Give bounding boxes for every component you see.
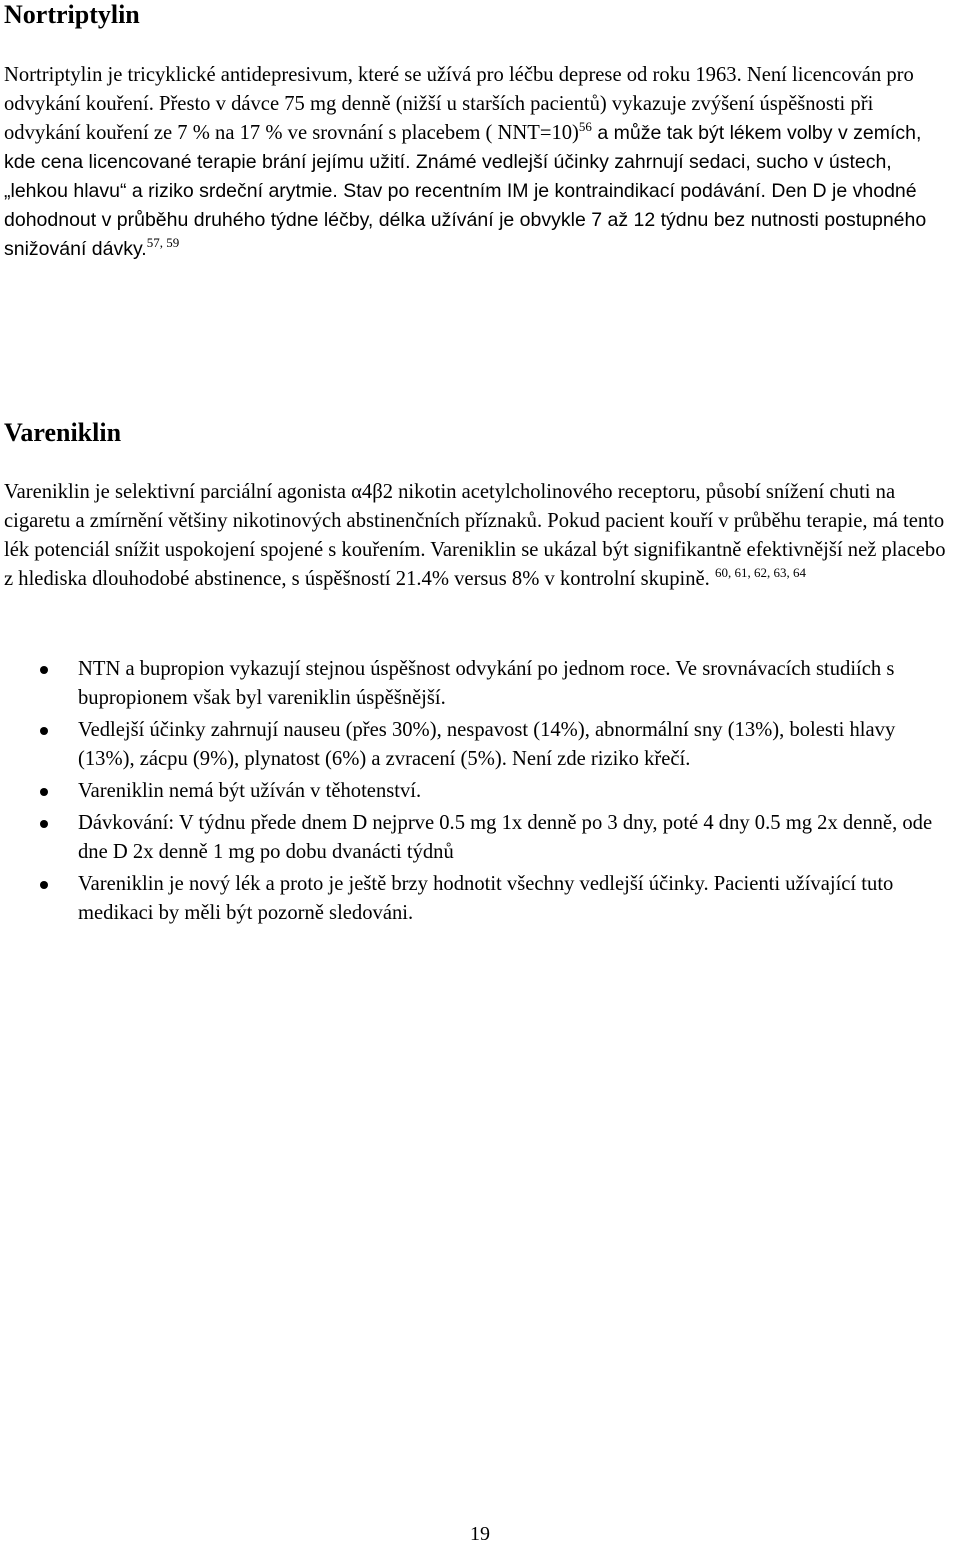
- bullet-icon: [40, 788, 48, 796]
- nortriptylin-paragraph: [4, 61, 954, 264]
- nortriptylin-text-b: a může tak být lékem volby v zemích, kde cena licencované terapie brání jejímu užití. Známé vedlejší účinky zahrnují sedaci, sucho v ústech, „lehkou hlavu“ a riziko srdeční arytmie. Stav po recentním IM je kontraindikací podávání. Den D je vhodné dohodnout v průběhu druhého týdne léčby, délka užívání je obvykle 7 až 12 týdnu bez nutnosti postupného snižování dávky.: [4, 122, 927, 260]
- list-item-text: Vedlejší účinky zahrnují nauseu (přes 30%), nespavost (14%), abnormální sny (13%), bolesti hlavy (13%), zácpu (9%), plynatost (6%) a zvracení (5%). Není zde riziko křečí.: [78, 719, 896, 770]
- bullet-icon: [40, 727, 48, 735]
- section-heading-vareniklin: Vareniklin: [4, 418, 122, 447]
- reference-superscript: 60, 61, 62, 63, 64: [714, 565, 806, 580]
- list-item: [0, 870, 956, 928]
- bullet-icon: [40, 666, 48, 674]
- page-number: 19: [470, 1523, 490, 1545]
- list-item-text: Dávkování: V týdnu přede dnem D nejprve 0.5 mg 1x denně po 3 dny, poté 4 dny 0.5 mg 2x denně, ode dne D 2x denně 1 mg po dobu dvanácti týdnů: [78, 812, 933, 863]
- bullet-icon: [40, 881, 48, 889]
- nortriptylin-text-a: Nortriptylin je tricyklické antidepresivum, které se užívá pro léčbu deprese od roku 1963. Není licencován pro odvykání kouření. Přesto v dávce 75 mg denně (nižší u starších pacientů) vykazuje zvýšení úspěšnosti při odvykání kouření ze 7 % na 17 % ve srovnání s placebem ( NNT=10): [4, 64, 914, 144]
- list-item: [0, 655, 956, 713]
- vareniklin-bullet-list: [0, 655, 956, 930]
- list-item-text: Vareniklin nemá být užíván v těhotenství.: [78, 780, 422, 802]
- list-item: [0, 809, 956, 867]
- vareniklin-text: Vareniklin je selektivní parciální agonista α4β2 nikotin acetylcholinového receptoru, působí snížení chuti na cigaretu a zmírnění většiny nikotinových abstinenčních příznaků. Pokud pacient kouří v průběhu terapie, má tento lék potenciál snížit uspokojení spojené s kouřením. Vareniklin se ukázal být signifikantně efektivnější než placebo z hlediska dlouhodobé abstinence, s úspěšností 21.4% versus 8% v kontrolní skupině.: [4, 481, 946, 590]
- reference-superscript: 57, 59: [146, 235, 180, 250]
- section-heading-nortriptylin: Nortriptylin: [4, 0, 140, 29]
- bullet-icon: [40, 820, 48, 828]
- list-item-text: NTN a bupropion vykazují stejnou úspěšnost odvykání po jednom roce. Ve srovnávacích studiích s bupropionem však byl vareniklin úspěšnější.: [78, 658, 895, 709]
- list-item: [0, 777, 956, 806]
- reference-superscript: 56: [578, 119, 592, 134]
- vareniklin-paragraph: [4, 478, 954, 594]
- list-item-text: Vareniklin je nový lék a proto je ještě brzy hodnotit všechny vedlejší účinky. Pacienti užívající tuto medikaci by měli být pozorně sledováni.: [78, 873, 894, 924]
- list-item: [0, 716, 956, 774]
